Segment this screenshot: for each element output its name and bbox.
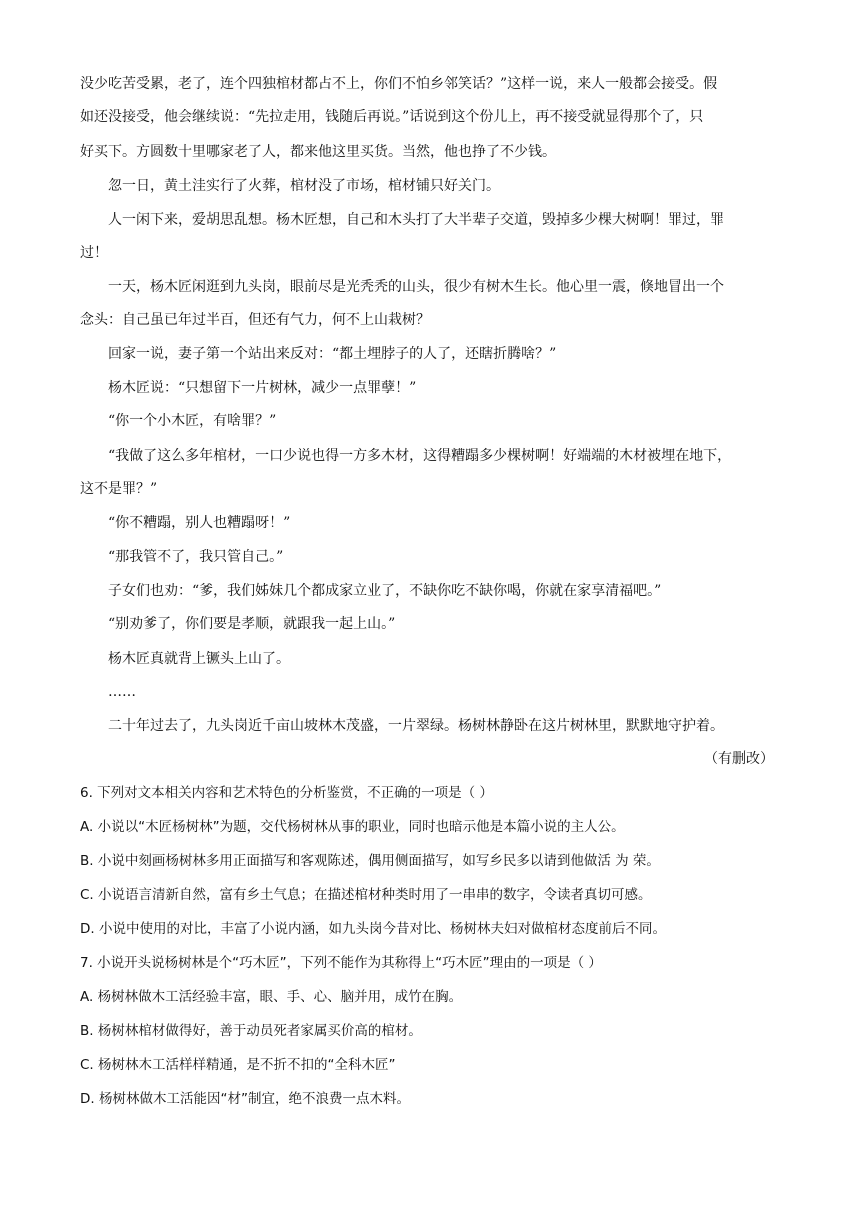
story-line: 念头：自己虽已年过半百，但还有气力，何不上山栽树？ <box>80 312 430 328</box>
question-7-option-a: A. 杨树林做木工活经验丰富，眼、手、心、脑并用，成竹在胸。 <box>80 989 463 1005</box>
story-line: 这不是罪？” <box>80 481 158 497</box>
story-paragraph: “你一个小木匠，有啥罪？” <box>108 413 277 429</box>
question-6-option-c: C. 小说语言清新自然，富有乡土气息；在描述棺材种类时用了一串串的数字，令读者真切可感。 <box>80 887 652 903</box>
story-line: 好买下。方圆数十里哪家老了人，都来他这里买货。当然，他也挣了不少钱。 <box>80 144 556 160</box>
story-line: 没少吃苦受累，老了，连个四独棺材都占不上，你们不怕乡邻笑话？”这样一说，来人一般都会接受。假 <box>80 76 718 92</box>
story-paragraph: 杨木匠说：“只想留下一片树林，减少一点罪孽！” <box>108 380 417 396</box>
question-7-option-b: B. 杨树林棺材做得好，善于动员死者家属买价高的棺材。 <box>80 1023 422 1039</box>
story-paragraph: “别劝爹了，你们要是孝顺，就跟我一起上山。” <box>108 616 396 632</box>
story-paragraph: 回家一说，妻子第一个站出来反对：“都土埋脖子的人了，还瞎折腾啥？” <box>108 346 557 362</box>
story-paragraph: 子女们也劝：“爹，我们姊妹几个都成家立业了，不缺你吃不缺你喝，你就在家享清福吧。” <box>108 583 662 599</box>
story-paragraph: “那我管不了，我只管自己。” <box>108 549 284 565</box>
story-paragraph: “你不糟蹋，别人也糟蹋呀！” <box>108 515 291 531</box>
question-7-option-c: C. 杨树林木工活样样精通，是不折不扣的“全科木匠” <box>80 1057 396 1073</box>
revision-note: （有删改） <box>704 751 774 767</box>
question-7-stem: 7. 小说开头说杨树林是个“巧木匠”，下列不能作为其称得上“巧木匠”理由的一项是（ ） <box>80 955 602 971</box>
story-paragraph: 一天，杨木匠闲逛到九头岗，眼前尽是光秃秃的山头，很少有树木生长。他心里一震，倏地冒出一个 <box>108 279 724 295</box>
story-paragraph: 二十年过去了，九头岗近千亩山坡林木茂盛，一片翠绿。杨树林静卧在这片树林里，默默地守护着。 <box>108 718 724 734</box>
question-6-stem: 6. 下列对文本相关内容和艺术特色的分析鉴赏，不正确的一项是（ ） <box>80 785 493 801</box>
question-6-option-b: B. 小说中刻画杨树林多用正面描写和客观陈述，偶用侧面描写，如写乡民多以请到他做活 为 荣。 <box>80 853 660 869</box>
story-paragraph: 杨木匠真就背上镢头上山了。 <box>108 651 290 667</box>
story-paragraph: 人一闲下来，爱胡思乱想。杨木匠想，自己和木头打了大半辈子交道，毁掉多少棵大树啊！罪过，罪 <box>108 212 724 228</box>
story-line: 过！ <box>80 245 108 261</box>
story-paragraph: 忽一日，黄土洼实行了火葬，棺材没了市场，棺材铺只好关门。 <box>108 178 500 194</box>
question-7-option-d: D. 杨树林做木工活能因“材”制宜，绝不浪费一点木料。 <box>80 1091 410 1107</box>
story-paragraph: “我做了这么多年棺材，一口少说也得一方多木材，这得糟蹋多少棵树啊！好端端的木材被埋在地下， <box>108 448 732 464</box>
question-6-option-d: D. 小说中使用的对比，丰富了小说内涵，如九头岗今昔对比、杨树林夫妇对做棺材态度前后不同。 <box>80 921 666 937</box>
question-6-option-a: A. 小说以“木匠杨树林”为题，交代杨树林从事的职业，同时也暗示他是本篇小说的主人公。 <box>80 819 625 835</box>
ellipsis: …… <box>108 684 136 700</box>
story-line: 如还没接受，他会继续说：“先拉走用，钱随后再说。”话说到这个份儿上，再不接受就显得那个了，只 <box>80 109 704 125</box>
